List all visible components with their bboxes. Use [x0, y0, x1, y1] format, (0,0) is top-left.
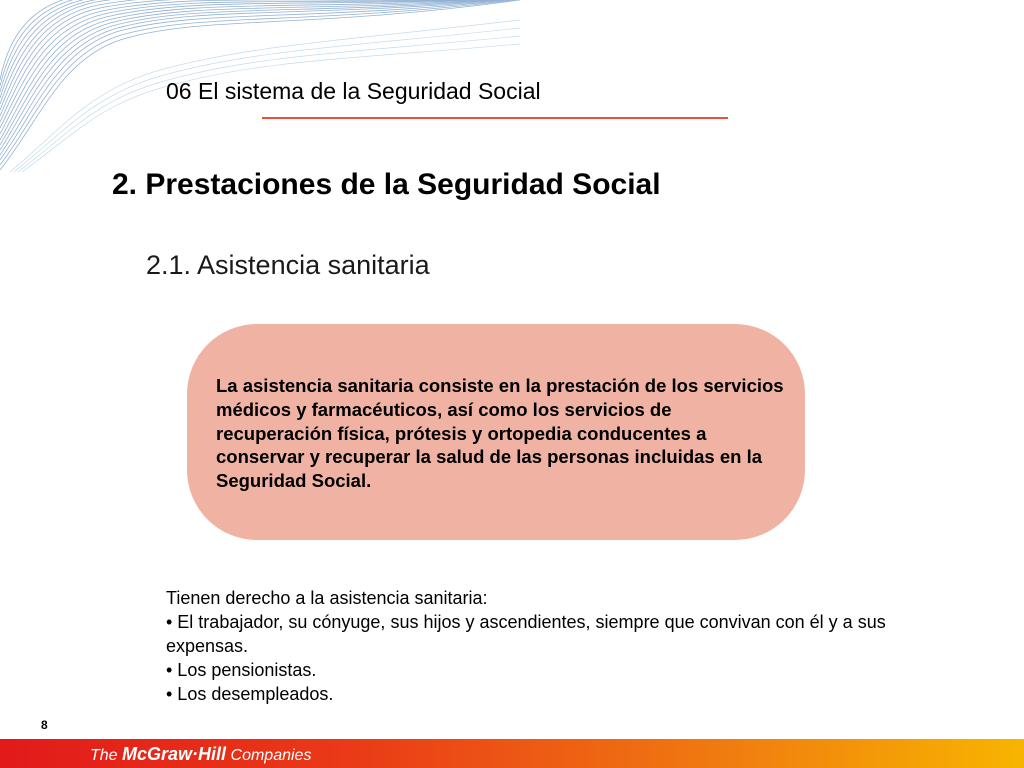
page-number: 8 [41, 718, 48, 732]
logo-brand: McGraw·Hill [122, 744, 227, 764]
mcgraw-hill-logo [90, 744, 311, 765]
chapter-title: 06 El sistema de la Seguridad Social [166, 78, 541, 104]
list-item: • Los pensionistas. [166, 660, 317, 680]
list-item: • El trabajador, su cónyuge, sus hijos y ascendientes, siempre que convivan con él y a sus expensas. [166, 612, 886, 656]
footer-bar [0, 739, 1024, 768]
definition-box [187, 324, 805, 540]
logo-the: The [90, 747, 118, 764]
rights-intro: Tienen derecho a la asistencia sanitaria: [166, 588, 488, 608]
rights-list [166, 586, 886, 706]
list-item: • Los desempleados. [166, 684, 334, 704]
subsection-title: 2.1. Asistencia sanitaria [146, 250, 430, 280]
logo-companies: Companies [230, 747, 312, 764]
chapter-title-underline [262, 117, 728, 119]
definition-text: La asistencia sanitaria consiste en la prestación de los servicios médicos y farmacéuticos, así como los servicios de recuperación física, prótesis y ortopedia conducentes a conservar y recuperar la salud de las personas incluidas en la Seguridad Social. [216, 375, 784, 492]
section-title: 2. Prestaciones de la Seguridad Social [112, 168, 661, 201]
